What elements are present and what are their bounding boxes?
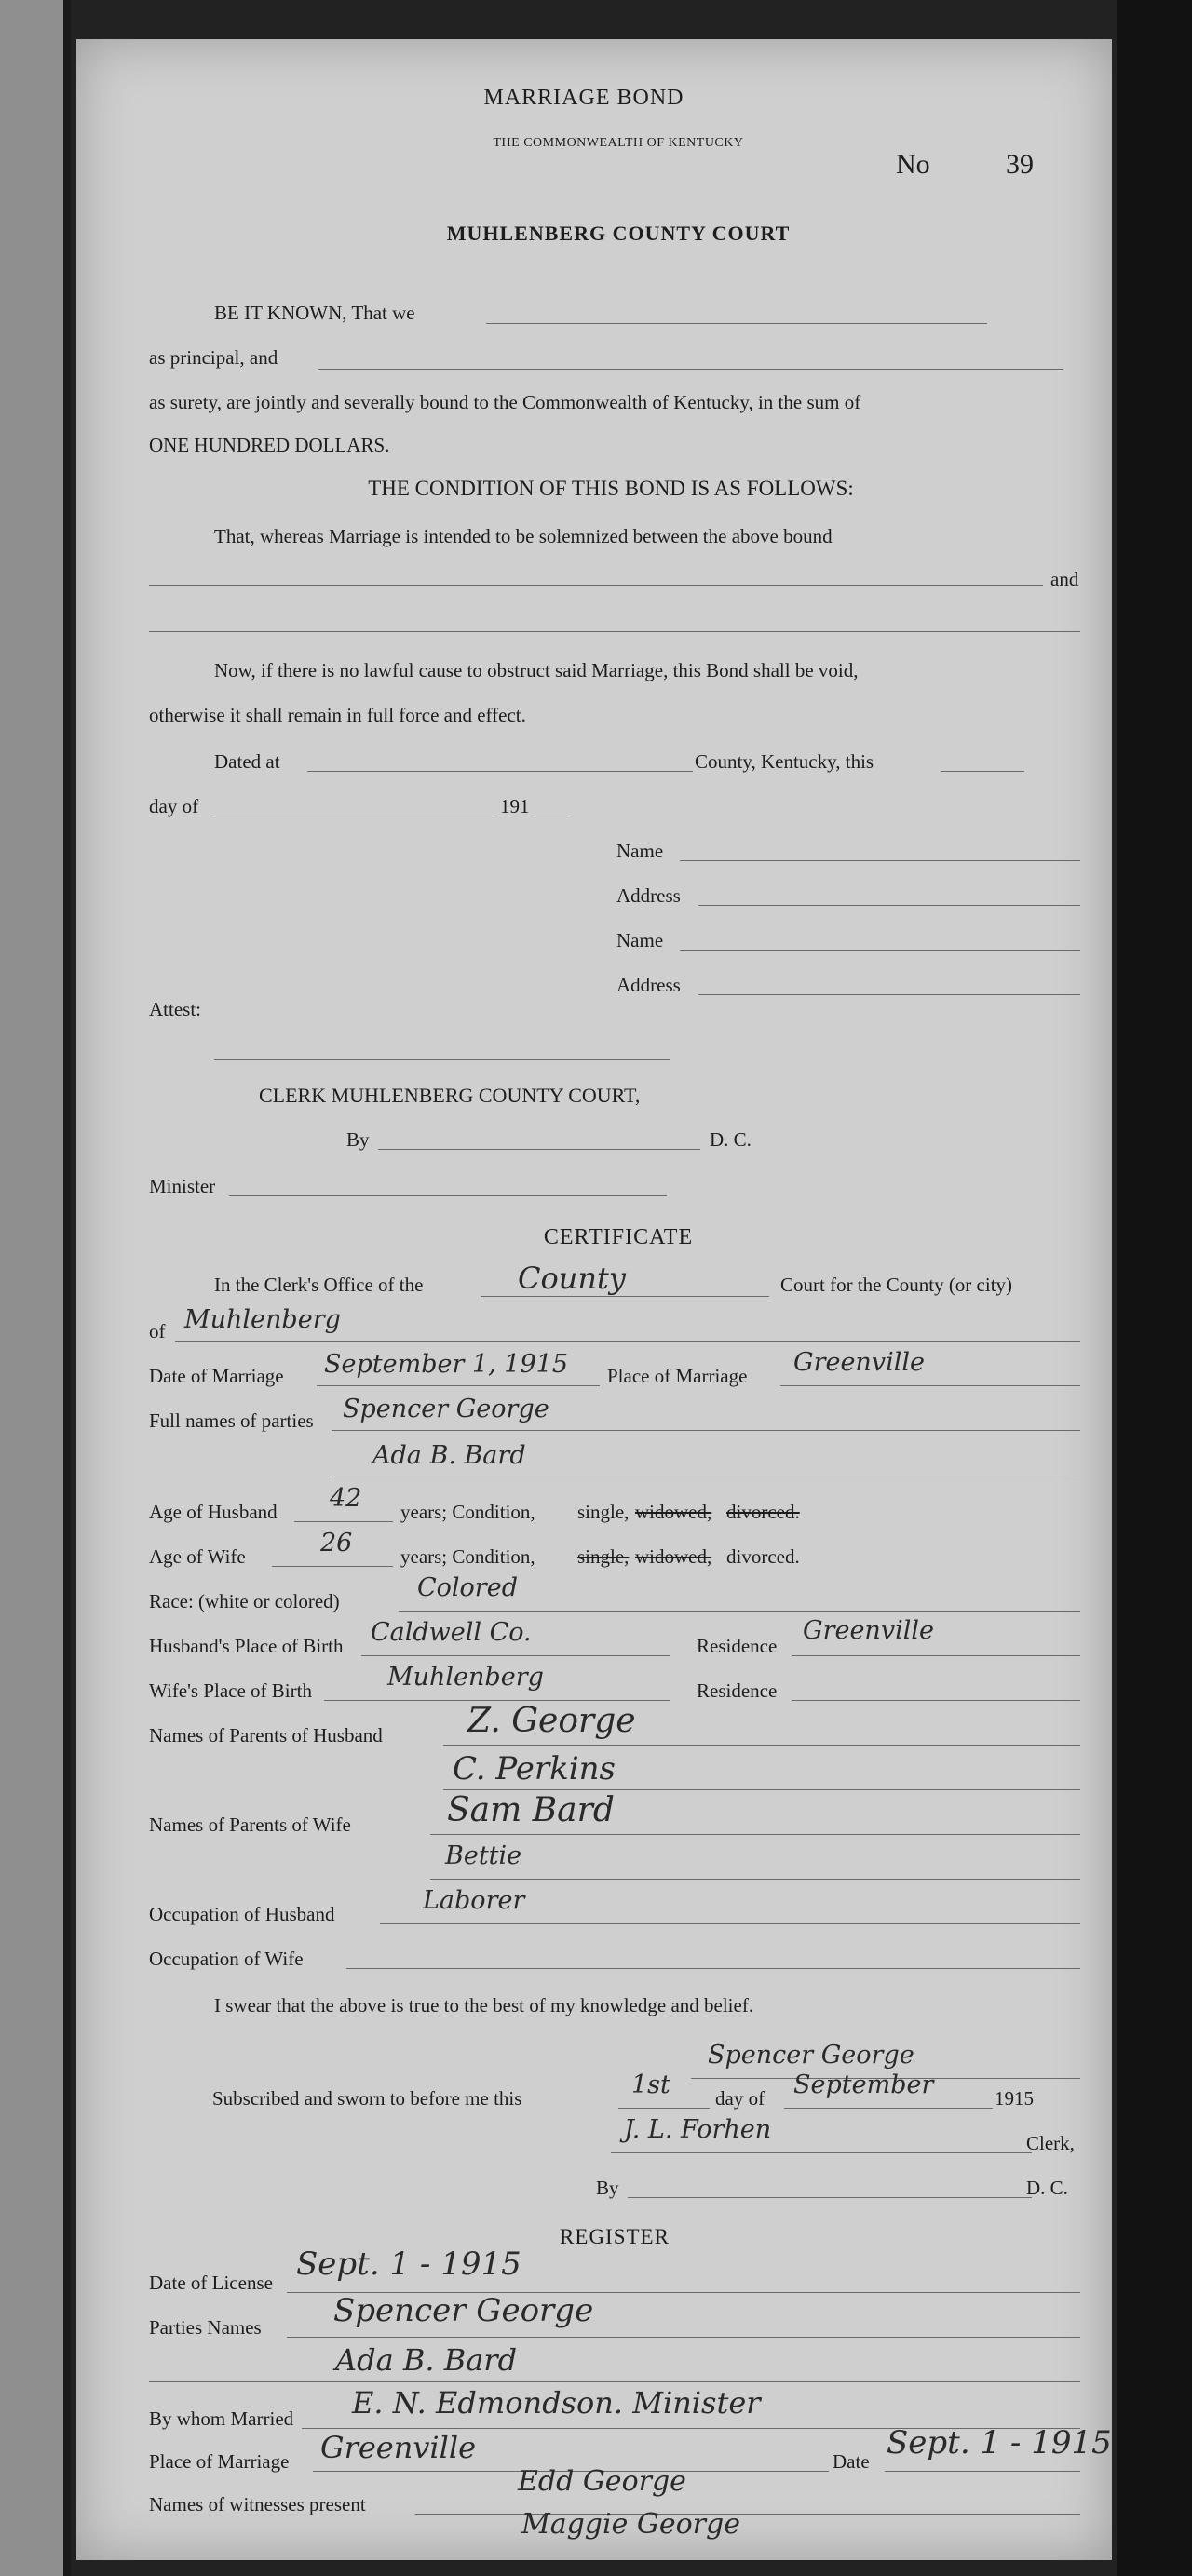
parent-h2-line: [443, 1789, 1080, 1790]
address-label-2: Address: [616, 974, 681, 996]
age-wife-line: [272, 1566, 393, 1567]
register-party2: Ada B. Bard: [335, 2342, 518, 2378]
surety-line: [318, 369, 1063, 370]
otherwise-text: otherwise it shall remain in full force and effect.: [149, 704, 526, 726]
applicant-signature: Spencer George: [708, 2041, 914, 2070]
parent-h2-name: C. Perkins: [453, 1750, 616, 1787]
parent-h1-name: Z. George: [467, 1702, 636, 1740]
clerks-office-text: In the Clerk's Office of the: [214, 1274, 424, 1296]
single-wife: single,: [577, 1545, 630, 1568]
age-wife-value: 26: [320, 1529, 353, 1558]
date-of-marriage-label: Date of Marriage: [149, 1365, 284, 1387]
form-title: MARRIAGE BOND: [483, 86, 684, 110]
address-line-2: [698, 994, 1080, 995]
parties-names-line-1: [287, 2337, 1080, 2338]
parent-w1-line: [430, 1834, 1080, 1835]
now-if-text: Now, if there is no lawful cause to obstruct said Marriage, this Bond shall be void,: [214, 659, 859, 681]
wife-birth-label: Wife's Place of Birth: [149, 1679, 312, 1702]
bond-sum: ONE HUNDRED DOLLARS.: [149, 434, 390, 456]
parent-w2-line: [430, 1879, 1080, 1880]
parties-label: Full names of parties: [149, 1409, 314, 1432]
married-by-label: By whom Married: [149, 2407, 294, 2430]
husband-residence-label: Residence: [697, 1635, 778, 1657]
wife-birth-value: Muhlenberg: [387, 1663, 544, 1692]
attest-label: Attest:: [149, 998, 201, 1020]
parent-w1-name: Sam Bard: [447, 1791, 615, 1829]
minister-line: [229, 1195, 667, 1196]
film-margin-right: [1118, 0, 1192, 2576]
husband-residence-value: Greenville: [803, 1616, 934, 1645]
film-edge: [63, 0, 71, 2576]
sworn-day-of: day of: [715, 2087, 765, 2110]
day-of-label: day of: [149, 795, 199, 817]
court-name: MUHLENBERG COUNTY COURT: [446, 222, 791, 245]
place-of-marriage-value: Greenville: [793, 1348, 925, 1377]
clerk-signature-line: [611, 2152, 1032, 2153]
register-place-label: Place of Marriage: [149, 2450, 290, 2473]
party-line-2: [149, 631, 1080, 632]
name-line-2: [680, 950, 1080, 951]
parties-names-line-2: [149, 2381, 1080, 2382]
witnesses-label: Names of witnesses present: [149, 2493, 366, 2515]
swear-statement: I swear that the above is true to the best of my knowledge and belief.: [214, 1994, 754, 2016]
name-line-1: [680, 860, 1080, 861]
age-husband-label: Age of Husband: [149, 1501, 278, 1523]
year-prefix: 191: [500, 795, 530, 817]
cert-by-line: [628, 2197, 1032, 2198]
license-date-value: Sept. 1 - 1915: [296, 2246, 522, 2283]
name-label-2: Name: [616, 929, 664, 951]
age-wife-label: Age of Wife: [149, 1545, 246, 1568]
clerk-label: Clerk,: [1026, 2132, 1075, 2154]
date-of-marriage-line: [317, 1385, 600, 1386]
single-husband: single,: [577, 1501, 630, 1523]
register-place-value: Greenville: [320, 2430, 477, 2465]
cert-by-label: By: [596, 2177, 619, 2199]
parent-w2-name: Bettie: [445, 1841, 522, 1870]
occupation-husband-value: Laborer: [423, 1886, 525, 1915]
party-line-1: [149, 585, 1043, 586]
husband-birth-label: Husband's Place of Birth: [149, 1635, 344, 1657]
party1-line: [332, 1430, 1080, 1431]
of-value: Muhlenberg: [184, 1305, 341, 1334]
principal-line: [486, 323, 987, 324]
county-ky-text: County, Kentucky, this: [695, 750, 874, 773]
license-date-label: Date of License: [149, 2272, 273, 2294]
years-condition-wife: years; Condition,: [400, 1545, 535, 1568]
register-date-line: [885, 2471, 1080, 2472]
sworn-month-value: September: [793, 2070, 934, 2099]
occupation-husband-label: Occupation of Husband: [149, 1903, 335, 1925]
race-value: Colored: [417, 1573, 518, 1602]
husband-residence-line: [792, 1655, 1080, 1656]
number-label: No: [896, 149, 930, 180]
of-label: of: [149, 1320, 166, 1342]
sworn-year: 1915: [995, 2087, 1034, 2110]
place-of-marriage-label: Place of Marriage: [607, 1365, 748, 1387]
date-of-marriage-value: September 1, 1915: [324, 1350, 568, 1379]
parents-wife-label: Names of Parents of Wife: [149, 1814, 351, 1836]
occupation-wife-line: [346, 1968, 1080, 1969]
film-margin-left: [0, 0, 71, 2576]
parties-names-label: Parties Names: [149, 2316, 262, 2339]
party1-name: Spencer George: [343, 1395, 549, 1423]
dated-at-line: [307, 771, 693, 772]
married-by-value: E. N. Edmondson. Minister: [352, 2385, 761, 2421]
office-line: [481, 1296, 769, 1297]
be-it-known-text: BE IT KNOWN, That we: [214, 302, 415, 324]
husband-birth-line: [361, 1655, 670, 1656]
witness-2: Maggie George: [522, 2508, 740, 2541]
witnesses-line: [415, 2514, 1080, 2515]
parent-h1-line: [443, 1745, 1080, 1746]
marriage-bond-page: [76, 39, 1112, 2560]
register-party1: Spencer George: [333, 2292, 594, 2329]
form-subtitle: THE COMMONWEALTH OF KENTUCKY: [493, 136, 744, 150]
occupation-wife-label: Occupation of Wife: [149, 1948, 304, 1970]
dated-at-label: Dated at: [214, 750, 280, 773]
condition-heading: THE CONDITION OF THIS BOND IS AS FOLLOWS:: [368, 477, 854, 500]
widowed-husband: widowed,: [635, 1501, 712, 1523]
by-line: [378, 1149, 700, 1150]
wife-birth-line: [324, 1700, 670, 1701]
register-date-value: Sept. 1 - 1915: [887, 2424, 1112, 2461]
register-date-label: Date: [833, 2450, 870, 2473]
divorced-wife: divorced.: [726, 1545, 800, 1568]
and-text: and: [1050, 568, 1079, 590]
race-label: Race: (white or colored): [149, 1590, 340, 1612]
witness-1: Edd George: [518, 2465, 686, 2498]
cert-dc-label: D. C.: [1026, 2177, 1068, 2199]
parents-husband-label: Names of Parents of Husband: [149, 1724, 383, 1747]
minister-label: Minister: [149, 1175, 216, 1197]
party2-name: Ada B. Bard: [372, 1441, 526, 1470]
wife-residence-line: [792, 1700, 1080, 1701]
subscribed-text: Subscribed and sworn to before me this: [212, 2087, 522, 2110]
clerk-signature: J. L. Forhen: [624, 2115, 772, 2144]
name-label-1: Name: [616, 840, 664, 862]
dc-label: D. C.: [710, 1128, 752, 1151]
age-husband-line: [294, 1521, 393, 1522]
address-line-1: [698, 905, 1080, 906]
whereas-text: That, whereas Marriage is intended to be solemnized between the above bound: [214, 525, 833, 547]
certificate-heading: CERTIFICATE: [543, 1225, 694, 1249]
office-value: County: [518, 1261, 626, 1296]
widowed-wife: widowed,: [635, 1545, 712, 1568]
county-day-line: [941, 771, 1024, 772]
place-of-marriage-line: [780, 1385, 1080, 1386]
surety-text: as surety, are jointly and severally bound to the Commonwealth of Kentucky, in the sum of: [149, 391, 861, 413]
sworn-month-line: [784, 2108, 993, 2109]
sworn-day-line: [618, 2108, 710, 2109]
of-line: [175, 1341, 1080, 1342]
sworn-day-value: 1st: [631, 2070, 670, 2099]
attest-line: [214, 1059, 670, 1060]
register-heading: REGISTER: [560, 2225, 670, 2248]
occupation-husband-line: [380, 1923, 1080, 1924]
divorced-husband: divorced.: [726, 1501, 800, 1523]
bond-number: 39: [1006, 149, 1034, 180]
principal-text: as principal, and: [149, 346, 278, 369]
court-county-text: Court for the County (or city): [780, 1274, 1013, 1296]
clerk-muhlenberg: CLERK MUHLENBERG COUNTY COURT,: [259, 1084, 641, 1107]
wife-residence-label: Residence: [697, 1679, 778, 1702]
by-label: By: [346, 1128, 370, 1151]
race-line: [399, 1611, 1080, 1612]
address-label-1: Address: [616, 884, 681, 907]
age-husband-value: 42: [330, 1484, 362, 1513]
years-condition-husband: years; Condition,: [400, 1501, 535, 1523]
husband-birth-value: Caldwell Co.: [371, 1618, 532, 1647]
